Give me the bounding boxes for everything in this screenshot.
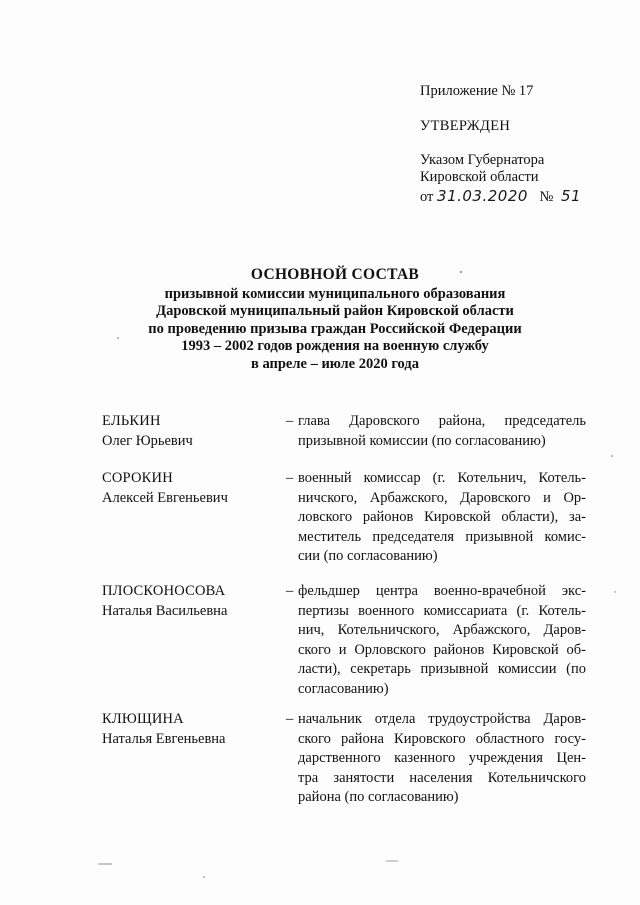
document-title (120, 266, 550, 373)
decree-reference (420, 152, 581, 206)
role-line: тра занятости населения Котельничского (298, 769, 586, 786)
title-line-3: по проведению призыва граждан Российской Федерации (148, 320, 522, 337)
title-line-2: Даровской муниципальный район Кировской области (156, 303, 514, 319)
title-line-5: в апреле – июле 2020 года (251, 355, 419, 372)
member-name (102, 710, 282, 749)
role-line: ского района Кировского областного госу- (298, 730, 586, 747)
member-dash: – (286, 711, 294, 727)
member-role (298, 582, 586, 699)
member-given-name: Алексей Евгеньевич (102, 489, 228, 506)
member-surname: КЛЮЩИНА (102, 711, 184, 727)
member-given-name: Олег Юрьевич (102, 432, 193, 449)
decree-prefix: от (420, 189, 434, 205)
title-main: ОСНОВНОЙ СОСТАВ (250, 266, 420, 283)
member-role (298, 710, 586, 808)
member-dash: – (286, 583, 294, 599)
role-line: призывной комиссии (по согласованию) (298, 432, 546, 449)
scan-speck (614, 591, 615, 592)
decree-date-line (420, 188, 581, 206)
member-dash: – (286, 470, 294, 486)
member-surname: СОРОКИН (102, 470, 173, 486)
role-line: меститель председателя призывной комис- (298, 528, 586, 545)
approved-stamp-text: УТВЕРЖДЕН (420, 118, 511, 134)
decree-line-2: Кировской области (420, 169, 539, 185)
member-given-name: Наталья Евгеньевна (102, 730, 226, 747)
role-line: начальник отдела трудоустройства Даров- (298, 711, 586, 727)
role-line: ского и Орловского районов Кировской об- (298, 641, 586, 658)
title-line-4: 1993 – 2002 годов рождения на военную службу (181, 338, 489, 354)
decree-line-1: Указом Губернатора (420, 152, 545, 168)
role-line: фельдшер центра военно-врачебной экс- (298, 583, 586, 599)
member-name (102, 469, 282, 508)
role-line: ничского, Арбажского, Даровского и Ор- (298, 489, 586, 506)
scan-speck (611, 455, 613, 457)
role-line: ловского районов Кировской области), за- (298, 509, 586, 525)
appendix-number: Приложение № 17 (420, 83, 534, 99)
member-name (102, 582, 282, 621)
scan-speck (117, 337, 119, 339)
scan-speck (203, 876, 205, 878)
decree-date-handwritten: 31.03.2020 (437, 187, 528, 205)
role-line: ласти), секретарь призывной комиссии (по (298, 661, 586, 677)
role-line: пертизы военного комиссариата (г. Котель- (298, 602, 586, 619)
member-name (102, 412, 282, 451)
member-role (298, 469, 586, 567)
role-line: военный комиссар (г. Котельнич, Котель- (298, 470, 586, 486)
role-line: дарственного казенного учреждения Цен- (298, 750, 586, 766)
member-given-name: Наталья Васильевна (102, 602, 228, 619)
member-surname: ЕЛЬКИН (102, 413, 161, 429)
role-line: глава Даровского района, председатель (298, 413, 586, 429)
role-line: согласованию) (298, 680, 389, 697)
role-line: нич, Котельничского, Арбажского, Даров- (298, 622, 586, 638)
member-surname: ПЛОСКОНОСОВА (102, 583, 226, 599)
role-line: сии (по согласованию) (298, 548, 438, 564)
member-role (298, 412, 586, 451)
title-line-1: призывной комиссии муниципального образования (164, 285, 506, 302)
decree-number-handwritten: 51 (561, 187, 582, 205)
role-line: района (по согласованию) (298, 789, 459, 805)
member-dash: – (286, 413, 294, 429)
decree-number-label: № (539, 189, 554, 205)
